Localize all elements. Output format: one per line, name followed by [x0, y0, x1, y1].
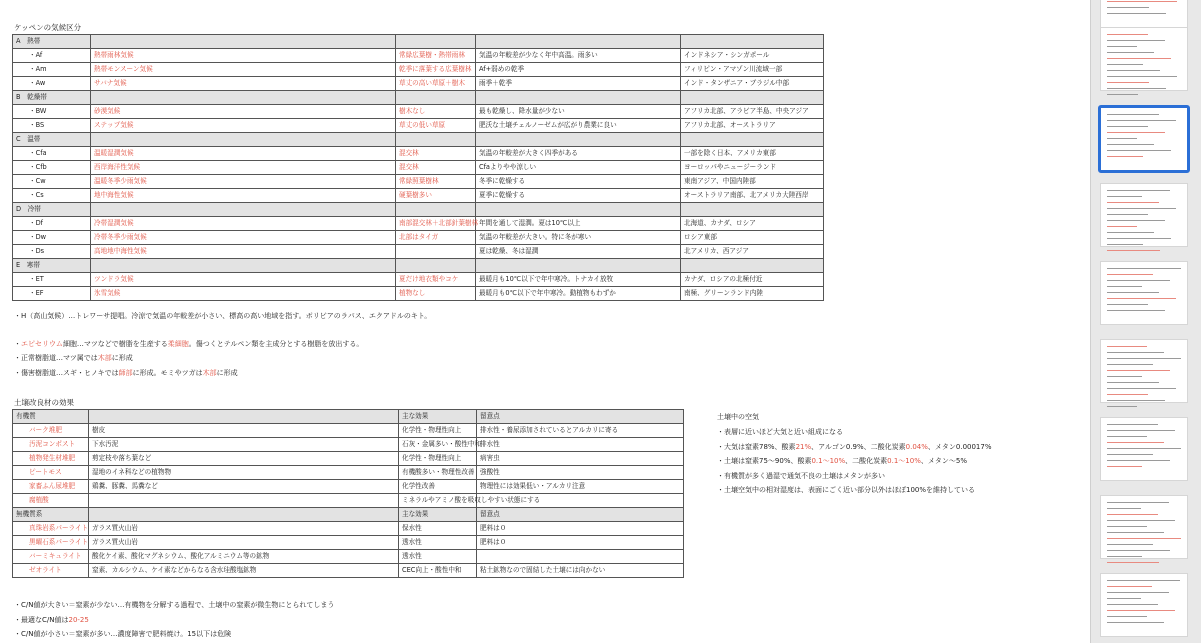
table-cell: ヨーロッパやニュージーランド	[681, 161, 824, 175]
table-row	[13, 49, 824, 63]
thumbnail-line	[1107, 514, 1158, 515]
thumbnail-line	[1107, 580, 1180, 581]
thumbnail-line	[1107, 126, 1148, 127]
table-row	[13, 550, 684, 564]
table-cell: 植物なし	[396, 287, 476, 301]
table-cell: Cfaよりやや涼しい	[476, 161, 681, 175]
table-row	[13, 63, 824, 77]
table-cell	[477, 550, 684, 564]
table-cell: ・Ds	[13, 245, 91, 259]
thumbnail-line	[1107, 190, 1170, 191]
thumbnail-line	[1107, 138, 1137, 139]
page-thumbnail[interactable]	[1100, 0, 1188, 28]
table-row	[13, 147, 824, 161]
table-cell	[396, 259, 476, 273]
table-cell: 常緑広葉樹・熱帯雨林	[396, 49, 476, 63]
thumbnail-line	[1107, 304, 1148, 305]
thumbnail-line	[1107, 292, 1159, 293]
table-cell: 植物発生材堆肥	[13, 452, 89, 466]
koppen-title: ケッペンの気候区分	[14, 23, 82, 32]
table-cell: アフリカ北部、オーストラリア	[681, 119, 824, 133]
thumbnail-line	[1107, 58, 1171, 59]
thumbnail-line	[1107, 442, 1164, 443]
table-cell: ・BW	[13, 105, 91, 119]
page-thumbnail[interactable]	[1100, 27, 1188, 91]
thumbnail-line	[1107, 364, 1153, 365]
table-cell: 湿地のイネ科などの植物物	[89, 466, 399, 480]
table-row	[13, 161, 824, 175]
table-cell	[91, 133, 396, 147]
table-row	[13, 119, 824, 133]
soil-air-note-5: ・土壌空気中の相対湿度は、表面にごく近い部分以外はほぼ100%を維持している	[717, 486, 976, 494]
table-cell: 混交林	[396, 147, 476, 161]
table-cell: 高地地中海性気候	[91, 245, 396, 259]
table-cell: 粘土鉱物なので固結した土壌には向かない	[477, 564, 684, 578]
table-cell: 最暖月も0℃以下で年中寒冷。動植物もわずか	[476, 287, 681, 301]
thumbnail-line	[1107, 448, 1181, 449]
table-cell: 温暖冬季少雨気候	[91, 175, 396, 189]
table-cell: アフリカ北部、アラビア半島、中央アジア	[681, 105, 824, 119]
thumbnail-line	[1107, 150, 1171, 151]
table-cell: 有機質	[13, 410, 89, 424]
table-cell: 一部を除く日本、アメリカ東部	[681, 147, 824, 161]
table-cell: 肥料は０	[477, 522, 684, 536]
table-cell: 北アメリカ、西アジア	[681, 245, 824, 259]
table-cell: 最暖月も10℃以下で年中寒冷。トナカイ放牧	[476, 273, 681, 287]
thumbnail-line	[1107, 286, 1142, 287]
table-cell: 黒曜石系パーライト	[13, 536, 89, 550]
table-cell: E 寒帯	[13, 259, 91, 273]
thumbnail-line	[1107, 1, 1177, 2]
thumbnail-line	[1107, 370, 1170, 371]
thumbnail-line	[1107, 622, 1164, 623]
table-cell: ロシア東部	[681, 231, 824, 245]
table-cell: 汚泥コンポスト	[13, 438, 89, 452]
thumbnail-line	[1107, 82, 1149, 83]
koppen-group-header	[13, 203, 824, 217]
table-cell: 気温の年較差が少なく年中高温。雨多い	[476, 49, 681, 63]
table-cell	[91, 91, 396, 105]
table-cell: ツンドラ気候	[91, 273, 396, 287]
table-cell: Af+弱めの乾季	[476, 63, 681, 77]
page-thumbnail[interactable]	[1100, 339, 1188, 403]
table-cell: 北海道、カナダ、ロシア	[681, 217, 824, 231]
thumbnail-line	[1107, 280, 1170, 281]
table-cell: 透水性	[399, 550, 477, 564]
table-cell: ・EF	[13, 287, 91, 301]
table-cell: 常緑照葉樹林	[396, 175, 476, 189]
table-cell: ピートモス	[13, 466, 89, 480]
table-cell: 家畜ふん尿堆肥	[13, 480, 89, 494]
table-cell: 保水性	[399, 522, 477, 536]
thumbnail-line	[1107, 562, 1159, 563]
thumbnail-line	[1107, 592, 1169, 593]
table-cell: 気温の年較差が大きい。特に冬が寒い	[476, 231, 681, 245]
soil-table-header	[13, 508, 684, 522]
thumbnail-line	[1107, 220, 1165, 221]
table-cell: ・BS	[13, 119, 91, 133]
table-cell: A 熱帯	[13, 35, 91, 49]
table-row	[13, 494, 684, 508]
table-cell: 肥沃な土壌チェルノーゼムが広がり農業に良い	[476, 119, 681, 133]
thumbnail-line	[1107, 352, 1164, 353]
table-cell	[681, 259, 824, 273]
table-cell: 最も乾燥し、降水量が少ない	[476, 105, 681, 119]
table-cell: カナダ、ロシアの北極付近	[681, 273, 824, 287]
table-cell	[476, 133, 681, 147]
thumbnail-line	[1107, 532, 1164, 533]
table-cell	[681, 35, 824, 49]
thumbnail-line	[1107, 226, 1137, 227]
table-row	[13, 536, 684, 550]
koppen-group-header	[13, 259, 824, 273]
koppen-group-header	[13, 35, 824, 49]
table-cell: 透水性	[399, 536, 477, 550]
table-cell: 病害虫	[477, 452, 684, 466]
thumbnail-line	[1107, 298, 1176, 299]
thumbnail-line	[1107, 616, 1147, 617]
thumbnail-line	[1107, 76, 1177, 77]
table-cell: ・Af	[13, 49, 91, 63]
table-cell: CEC向上・酸性中和	[399, 564, 477, 578]
table-cell: 氷雪気候	[91, 287, 396, 301]
page-thumbnail[interactable]	[1100, 573, 1188, 637]
thumbnail-line	[1107, 376, 1142, 377]
table-cell	[681, 133, 824, 147]
thumbnail-line	[1107, 508, 1141, 509]
table-cell: 樹皮	[89, 424, 399, 438]
page-thumbnail[interactable]	[1100, 417, 1188, 481]
thumbnail-line	[1107, 70, 1160, 71]
thumbnail-line	[1107, 232, 1154, 233]
table-cell: ・Aw	[13, 77, 91, 91]
table-row	[13, 245, 824, 259]
table-row	[13, 105, 824, 119]
table-cell	[476, 91, 681, 105]
note-normal-resin-duct: ・正常樹脂道…マツ属では木部に形成	[14, 354, 133, 362]
table-cell: C 温帯	[13, 133, 91, 147]
thumbnail-line	[1107, 238, 1171, 239]
table-cell: 腐植酸	[13, 494, 89, 508]
table-cell: 東南アジア、中国内陸部	[681, 175, 824, 189]
thumbnail-line	[1107, 250, 1160, 251]
koppen-group-header	[13, 91, 824, 105]
soil-air-note-1: ・表層に近いほど大気と近い組成になる	[717, 428, 843, 436]
table-row	[13, 287, 824, 301]
table-cell: ガラス質火山岩	[89, 522, 399, 536]
table-cell: サバナ気候	[91, 77, 396, 91]
thumbnail-line	[1107, 202, 1159, 203]
table-cell	[396, 35, 476, 49]
thumbnail-line	[1107, 88, 1166, 89]
thumbnail-line	[1107, 598, 1141, 599]
thumbnail-line	[1107, 436, 1147, 437]
soil-title: 土壌改良材の効果	[14, 398, 74, 407]
table-row	[13, 564, 684, 578]
table-row	[13, 522, 684, 536]
table-cell: 石灰・金属多い・酸性中和	[399, 438, 477, 452]
table-cell: 気温の年較差が大きく四季がある	[476, 147, 681, 161]
thumbnail-line	[1107, 40, 1165, 41]
page-thumbnail[interactable]	[1100, 261, 1188, 325]
table-cell: 夏季に乾燥する	[476, 189, 681, 203]
page-thumbnail-sidebar[interactable]	[1090, 0, 1201, 643]
table-cell: ・Dw	[13, 231, 91, 245]
table-row	[13, 273, 824, 287]
koppen-table	[12, 34, 824, 301]
cn-note-3: ・C/N値が小さい＝窒素が多い…濃度障害で肥料焼け。15以下は危険	[14, 630, 232, 638]
table-cell: ミネラルやアミノ酸を吸収しやすい状態にする	[399, 494, 477, 508]
thumbnail-line	[1107, 94, 1138, 95]
table-cell: 樹木なし	[396, 105, 476, 119]
thumbnail-line	[1107, 382, 1159, 383]
thumbnail-line	[1107, 244, 1143, 245]
table-cell: 混交林	[396, 161, 476, 175]
table-cell: 無機質系	[13, 508, 89, 522]
thumbnail-line	[1107, 424, 1158, 425]
cn-note-2: ・最適なC/N値は20-25	[14, 616, 89, 624]
table-cell: 北部はタイガ	[396, 231, 476, 245]
thumbnail-line	[1107, 586, 1152, 587]
table-cell: 草丈の低い草原	[396, 119, 476, 133]
table-cell	[89, 508, 399, 522]
thumbnail-line	[1107, 196, 1142, 197]
table-cell: 排水性・養尿添加されているとアルカリに寄る	[477, 424, 684, 438]
table-row	[13, 77, 824, 91]
table-cell: ・Cs	[13, 189, 91, 203]
table-cell: 化学性・物理性向上	[399, 424, 477, 438]
table-cell: 夏は乾燥、冬は湿潤	[476, 245, 681, 259]
table-cell	[91, 203, 396, 217]
table-cell	[91, 259, 396, 273]
thumbnail-line	[1107, 400, 1165, 401]
thumbnail-line	[1107, 358, 1181, 359]
thumbnail-line	[1107, 310, 1165, 311]
thumbnail-line	[1107, 144, 1154, 145]
table-cell: 物理性には効果低い・アルカリ注意	[477, 480, 684, 494]
table-cell: 鶏糞、豚糞、馬糞など	[89, 480, 399, 494]
table-cell	[396, 133, 476, 147]
table-cell: 留意点	[477, 508, 684, 522]
table-cell	[476, 259, 681, 273]
thumbnail-line	[1107, 526, 1147, 527]
table-cell	[476, 35, 681, 49]
table-row	[13, 466, 684, 480]
table-cell	[396, 245, 476, 259]
table-cell: ・Cfa	[13, 147, 91, 161]
table-cell	[89, 410, 399, 424]
thumbnail-line	[1107, 114, 1159, 115]
thumbnail-line	[1107, 556, 1142, 557]
table-cell: 温暖湿潤気候	[91, 147, 396, 161]
page-thumbnail[interactable]	[1100, 495, 1188, 559]
table-cell: 真珠岩系パーライト	[13, 522, 89, 536]
table-cell: 主な効果	[399, 410, 477, 424]
table-cell: 西岸海洋性気候	[91, 161, 396, 175]
table-cell: 冷帯湿潤気候	[91, 217, 396, 231]
soil-air-note-3: ・土壌は窒素75〜90%、酸素0.1〜10%、二酸化炭素0.1〜10%、メタン〜5%	[717, 457, 967, 465]
thumbnail-line	[1107, 388, 1176, 389]
thumbnail-line	[1107, 132, 1165, 133]
table-cell: インド・タンザニア・ブラジル中部	[681, 77, 824, 91]
table-cell: 排水性	[477, 438, 684, 452]
table-cell: 南部混交林＋北部針葉樹林	[396, 217, 476, 231]
table-cell: インドネシア・シンガポール	[681, 49, 824, 63]
table-cell	[396, 91, 476, 105]
table-cell: 冬季に乾燥する	[476, 175, 681, 189]
koppen-group-header	[13, 133, 824, 147]
table-row	[13, 189, 824, 203]
table-cell: ・ET	[13, 273, 91, 287]
table-cell: 雨季＋乾季	[476, 77, 681, 91]
thumbnail-line	[1107, 460, 1170, 461]
table-cell	[476, 203, 681, 217]
thumbnail-line	[1107, 454, 1153, 455]
table-cell: 強酸性	[477, 466, 684, 480]
table-cell: 剪定枝や落ち葉など	[89, 452, 399, 466]
note-highland: ・H（高山気候）…トレワーサ提唱。冷涼で気温の年較差が小さい、標高の高い地域を指す。ボリビアのラパス、エクアドルのキト。	[14, 312, 432, 320]
thumbnail-line	[1107, 520, 1175, 521]
table-cell	[89, 494, 399, 508]
table-row	[13, 231, 824, 245]
thumbnail-line	[1107, 346, 1147, 347]
thumbnail-line	[1107, 394, 1148, 395]
table-cell: 下水汚泥	[89, 438, 399, 452]
soil-table-header	[13, 410, 684, 424]
table-cell: 主な効果	[399, 508, 477, 522]
table-row	[13, 452, 684, 466]
table-cell: 年間を通して湿潤。夏は10℃以上	[476, 217, 681, 231]
table-cell	[396, 203, 476, 217]
table-row	[13, 175, 824, 189]
table-cell: 地中海性気候	[91, 189, 396, 203]
table-cell: オーストラリア南部、北アメリカ大陸西岸	[681, 189, 824, 203]
thumbnail-line	[1107, 7, 1149, 8]
table-row	[13, 424, 684, 438]
table-cell: 窒素、カルシウム、ケイ素などからなる含水珪酸塩鉱物	[89, 564, 399, 578]
table-cell	[681, 203, 824, 217]
table-cell: 熱帯モンスーン気候	[91, 63, 396, 77]
table-cell: 冷帯冬季少雨気候	[91, 231, 396, 245]
table-row	[13, 217, 824, 231]
table-cell: フィリピン・アマゾン川流域一部	[681, 63, 824, 77]
table-row	[13, 480, 684, 494]
thumbnail-line	[1107, 208, 1176, 209]
soil-amendment-table	[12, 409, 684, 578]
thumbnail-line	[1107, 550, 1170, 551]
page-thumbnail[interactable]	[1100, 183, 1188, 247]
table-cell	[681, 91, 824, 105]
soil-air-note-4: ・有機質が多く過湿で通気不良の土壌はメタンが多い	[717, 472, 885, 480]
thumbnail-line	[1107, 214, 1148, 215]
thumbnail-line	[1107, 46, 1137, 47]
thumbnail-line	[1107, 544, 1153, 545]
table-cell: ・Cfb	[13, 161, 91, 175]
table-cell: 酸化ケイ素、酸化マグネシウム、酸化アルミニウム等の鉱物	[89, 550, 399, 564]
thumbnail-line	[1107, 406, 1137, 407]
table-cell: ・Am	[13, 63, 91, 77]
table-cell: 肥料は０	[477, 536, 684, 550]
soil-air-note-2: ・大気は窒素78%、酸素21%、アルゴン0.9%、二酸化炭素0.04%、メタン0.00017%	[717, 443, 992, 451]
table-cell: 南極、グリーンランド内陸	[681, 287, 824, 301]
table-cell: 熱帯雨林気候	[91, 49, 396, 63]
table-cell: ガラス質火山岩	[89, 536, 399, 550]
thumbnail-line	[1107, 430, 1175, 431]
table-cell: 化学性改善	[399, 480, 477, 494]
thumbnail-line	[1107, 604, 1158, 605]
table-cell: 夏だけ地衣類やコケ	[396, 273, 476, 287]
table-cell: 留意点	[477, 410, 684, 424]
table-cell: ・Cw	[13, 175, 91, 189]
table-cell: バーミキュライト	[13, 550, 89, 564]
table-cell: ゼオライト	[13, 564, 89, 578]
table-cell: ステップ気候	[91, 119, 396, 133]
table-cell: B 乾燥帯	[13, 91, 91, 105]
thumbnail-line	[1107, 538, 1181, 539]
table-cell: バーク堆肥	[13, 424, 89, 438]
note-traumatic-resin-duct: ・傷害樹脂道…スギ・ヒノキでは師部に形成。モミやツガは木部に形成	[14, 369, 238, 377]
table-cell: 有機酸多い・物理性改善	[399, 466, 477, 480]
thumbnail-line	[1107, 52, 1154, 53]
table-cell: 砂漠気候	[91, 105, 396, 119]
thumbnail-line	[1107, 610, 1175, 611]
table-row	[13, 438, 684, 452]
thumbnail-line	[1107, 64, 1143, 65]
table-cell: 草丈の高い草原＋樹木	[396, 77, 476, 91]
note-epithelium: ・エピセリウム細胞…マツなどで樹脂を生産する柔細胞。傷つくとテルペン類を主成分とする樹脂を放出する。	[14, 340, 364, 348]
cn-note-1: ・C/N値が大きい＝窒素が少ない…有機物を分解する過程で、土壌中の窒素が微生物にとられてしまう	[14, 601, 335, 609]
table-cell	[91, 35, 396, 49]
table-cell: ・Df	[13, 217, 91, 231]
table-cell: 乾季に落葉する広葉樹林	[396, 63, 476, 77]
thumbnail-line	[1107, 466, 1142, 467]
soil-air-title: 土壌中の空気	[717, 413, 759, 421]
thumbnail-line	[1107, 120, 1176, 121]
table-cell: 硬葉樹多い	[396, 189, 476, 203]
thumbnail-line	[1107, 34, 1148, 35]
table-cell: 化学性・物理性向上	[399, 452, 477, 466]
thumbnail-line	[1107, 13, 1166, 14]
thumbnail-line	[1107, 268, 1181, 269]
table-cell: D 冷帯	[13, 203, 91, 217]
page-thumbnail[interactable]	[1098, 105, 1190, 173]
thumbnail-line	[1107, 502, 1169, 503]
thumbnail-line	[1107, 274, 1153, 275]
thumbnail-line	[1107, 156, 1143, 157]
